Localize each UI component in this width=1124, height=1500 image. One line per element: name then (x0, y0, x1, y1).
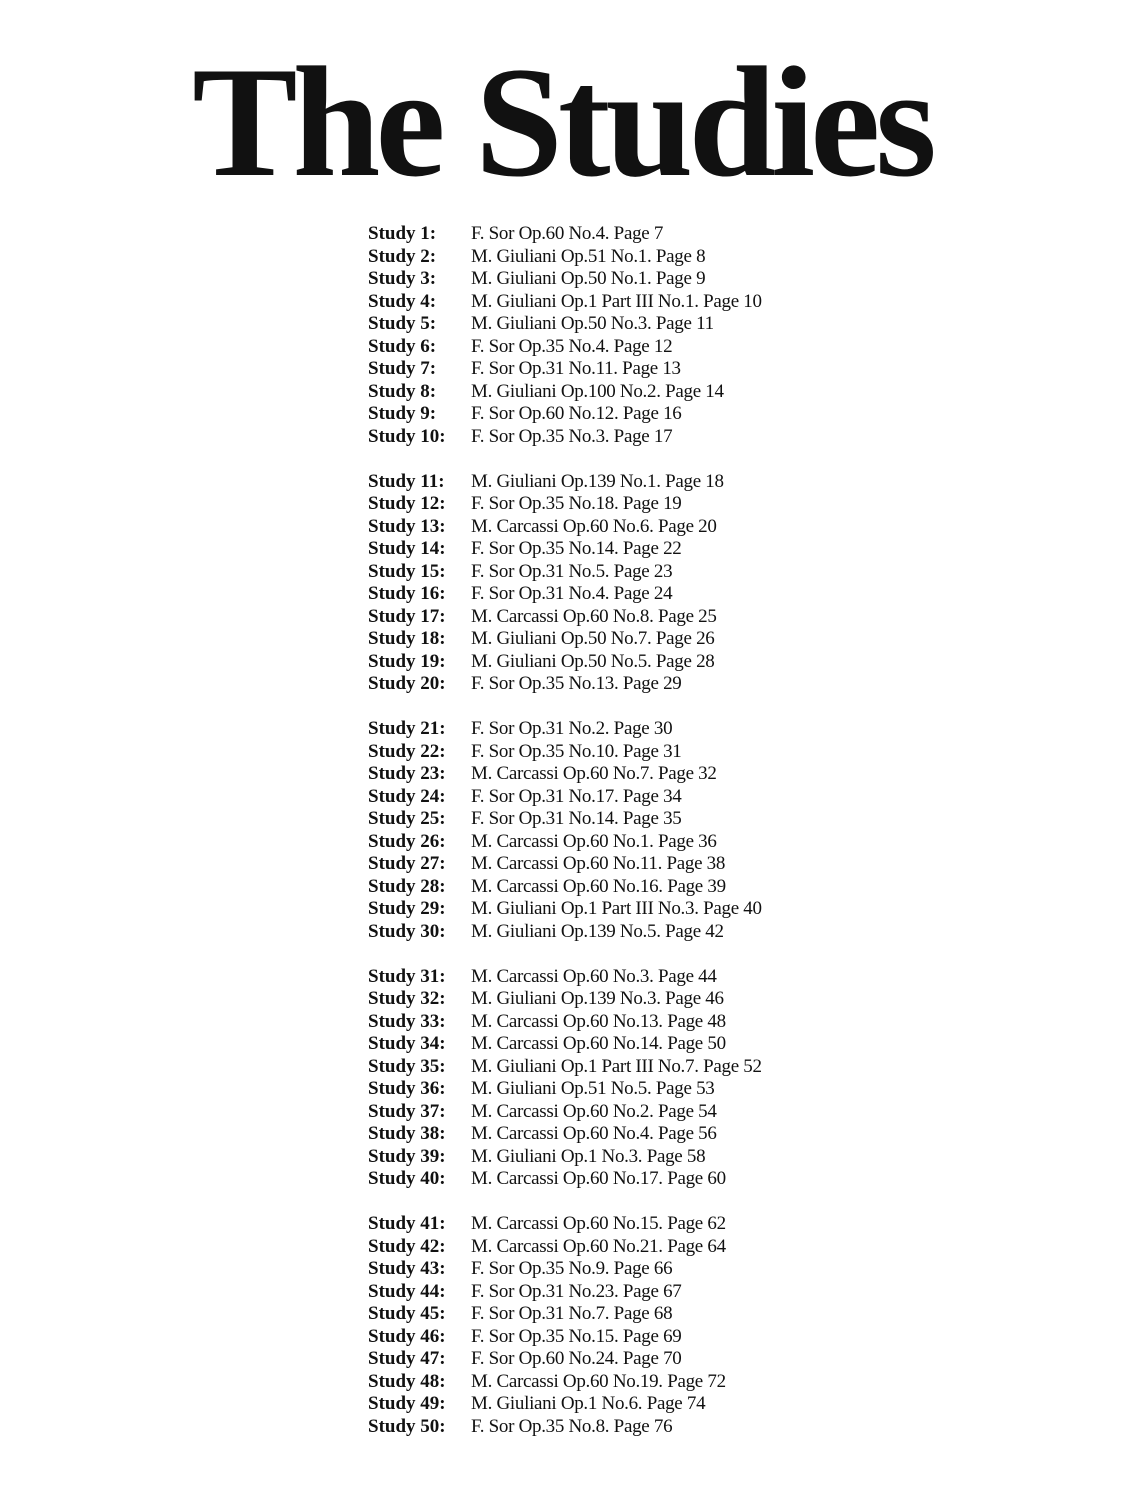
study-row (368, 1033, 888, 1056)
study-row (368, 538, 888, 561)
study-entry: M. Giuliani Op.1 Part III No.1. Page 10 (471, 290, 762, 312)
study-number: Study 49: (368, 1393, 446, 1414)
study-row (368, 966, 888, 989)
study-row (368, 516, 888, 539)
study-number: Study 14: (368, 538, 446, 559)
study-entry: M. Giuliani Op.139 No.5. Page 42 (471, 920, 724, 942)
study-number: Study 30: (368, 920, 446, 942)
study-row (368, 1236, 888, 1259)
study-row (368, 606, 888, 629)
study-number: Study 31: (368, 965, 446, 987)
studies-list (368, 223, 888, 1461)
study-entry: F. Sor Op.31 No.23. Page 67 (471, 1280, 682, 1302)
study-entry: F. Sor Op.35 No.4. Page 12 (471, 335, 673, 357)
study-entry: F. Sor Op.35 No.14. Page 22 (471, 538, 682, 559)
study-entry: F. Sor Op.35 No.8. Page 76 (471, 1415, 673, 1437)
study-row (368, 403, 888, 426)
study-row (368, 1056, 888, 1079)
study-number: Study 9: (368, 403, 437, 424)
study-row (368, 808, 888, 831)
study-number: Study 44: (368, 1280, 446, 1302)
study-entry: F. Sor Op.31 No.11. Page 13 (471, 358, 681, 379)
study-entry: F. Sor Op.35 No.15. Page 69 (471, 1325, 682, 1347)
study-number: Study 50: (368, 1415, 446, 1437)
study-entry: F. Sor Op.31 No.5. Page 23 (471, 560, 673, 582)
study-entry: F. Sor Op.31 No.7. Page 68 (471, 1303, 673, 1324)
study-number: Study 29: (368, 898, 446, 919)
study-number: Study 38: (368, 1123, 446, 1144)
study-entry: M. Carcassi Op.60 No.16. Page 39 (471, 875, 726, 897)
study-entry: M. Carcassi Op.60 No.3. Page 44 (471, 965, 717, 987)
study-number: Study 6: (368, 335, 437, 357)
study-entry: M. Giuliani Op.50 No.3. Page 11 (471, 313, 714, 334)
study-row (368, 1348, 888, 1371)
study-row (368, 561, 888, 584)
study-number: Study 42: (368, 1235, 446, 1257)
study-row (368, 673, 888, 696)
study-number: Study 34: (368, 1033, 446, 1054)
study-row (368, 1101, 888, 1124)
study-entry: M. Carcassi Op.60 No.7. Page 32 (471, 763, 717, 784)
study-number: Study 15: (368, 560, 446, 582)
study-number: Study 18: (368, 628, 446, 649)
study-entry: M. Giuliani Op.1 Part III No.7. Page 52 (471, 1055, 762, 1077)
study-row (368, 1011, 888, 1034)
study-row (368, 1371, 888, 1394)
study-number: Study 1: (368, 223, 437, 244)
study-number: Study 3: (368, 268, 437, 289)
study-number: Study 2: (368, 245, 437, 267)
study-row (368, 358, 888, 381)
study-number: Study 24: (368, 785, 446, 807)
study-number: Study 11: (368, 470, 445, 492)
study-entry: M. Giuliani Op.139 No.3. Page 46 (471, 988, 724, 1009)
study-number: Study 37: (368, 1100, 446, 1122)
study-row (368, 1146, 888, 1169)
study-entry: M. Carcassi Op.60 No.2. Page 54 (471, 1100, 717, 1122)
study-row (368, 1303, 888, 1326)
study-entry: F. Sor Op.60 No.12. Page 16 (471, 403, 682, 424)
study-row (368, 763, 888, 786)
study-entry: M. Giuliani Op.1 No.3. Page 58 (471, 1145, 706, 1167)
study-number: Study 35: (368, 1055, 446, 1077)
study-number: Study 48: (368, 1370, 446, 1392)
study-entry: F. Sor Op.60 No.24. Page 70 (471, 1348, 682, 1369)
study-number: Study 45: (368, 1303, 446, 1324)
study-row (368, 583, 888, 606)
study-row (368, 381, 888, 404)
study-number: Study 7: (368, 358, 437, 379)
study-row (368, 853, 888, 876)
study-row (368, 1123, 888, 1146)
study-number: Study 26: (368, 830, 446, 852)
study-row (368, 921, 888, 944)
page-title: The Studies (192, 35, 932, 210)
study-number: Study 28: (368, 875, 446, 897)
study-entry: M. Giuliani Op.1 No.6. Page 74 (471, 1393, 706, 1414)
study-number: Study 36: (368, 1078, 446, 1099)
study-group (368, 1213, 888, 1438)
study-entry: F. Sor Op.35 No.18. Page 19 (471, 493, 682, 514)
study-row (368, 1326, 888, 1349)
study-entry: M. Giuliani Op.51 No.1. Page 8 (471, 245, 706, 267)
study-row (368, 988, 888, 1011)
study-number: Study 47: (368, 1348, 446, 1369)
study-entry: M. Carcassi Op.60 No.17. Page 60 (471, 1168, 726, 1189)
study-number: Study 40: (368, 1168, 446, 1189)
study-number: Study 27: (368, 853, 446, 874)
study-entry: F. Sor Op.35 No.3. Page 17 (471, 425, 673, 447)
study-number: Study 13: (368, 515, 446, 537)
study-row (368, 831, 888, 854)
study-row (368, 1213, 888, 1236)
study-row (368, 313, 888, 336)
study-number: Study 8: (368, 380, 437, 402)
study-row (368, 1281, 888, 1304)
study-entry: F. Sor Op.35 No.9. Page 66 (471, 1258, 673, 1279)
study-row (368, 223, 888, 246)
study-entry: F. Sor Op.60 No.4. Page 7 (471, 223, 664, 244)
study-entry: M. Carcassi Op.60 No.21. Page 64 (471, 1235, 726, 1257)
study-row (368, 1258, 888, 1281)
study-entry: F. Sor Op.35 No.13. Page 29 (471, 673, 682, 694)
study-entry: M. Giuliani Op.139 No.1. Page 18 (471, 470, 724, 492)
study-number: Study 32: (368, 988, 446, 1009)
study-number: Study 5: (368, 313, 437, 334)
study-number: Study 12: (368, 493, 446, 514)
study-entry: M. Carcassi Op.60 No.14. Page 50 (471, 1033, 726, 1054)
study-number: Study 4: (368, 290, 437, 312)
study-row (368, 741, 888, 764)
study-entry: M. Carcassi Op.60 No.13. Page 48 (471, 1010, 726, 1032)
study-row (368, 718, 888, 741)
study-entry: M. Carcassi Op.60 No.6. Page 20 (471, 515, 717, 537)
study-number: Study 10: (368, 425, 446, 447)
study-number: Study 23: (368, 763, 446, 784)
study-number: Study 43: (368, 1258, 446, 1279)
study-entry: M. Carcassi Op.60 No.11. Page 38 (471, 853, 726, 874)
study-number: Study 39: (368, 1145, 446, 1167)
study-number: Study 17: (368, 605, 446, 627)
study-number: Study 41: (368, 1213, 446, 1234)
study-row (368, 471, 888, 494)
study-entry: M. Carcassi Op.60 No.8. Page 25 (471, 605, 717, 627)
study-row (368, 1168, 888, 1191)
study-entry: M. Carcassi Op.60 No.1. Page 36 (471, 830, 717, 852)
study-group (368, 471, 888, 696)
study-entry: M. Giuliani Op.51 No.5. Page 53 (471, 1078, 715, 1099)
study-number: Study 25: (368, 808, 446, 829)
study-entry: F. Sor Op.35 No.10. Page 31 (471, 740, 682, 762)
study-entry: M. Giuliani Op.50 No.7. Page 26 (471, 628, 715, 649)
study-entry: F. Sor Op.31 No.2. Page 30 (471, 718, 673, 739)
study-row (368, 898, 888, 921)
study-row (368, 628, 888, 651)
study-number: Study 20: (368, 673, 446, 694)
study-row (368, 268, 888, 291)
study-row (368, 651, 888, 674)
study-row (368, 336, 888, 359)
study-entry: M. Carcassi Op.60 No.19. Page 72 (471, 1370, 726, 1392)
study-number: Study 21: (368, 718, 446, 739)
study-entry: M. Giuliani Op.100 No.2. Page 14 (471, 380, 724, 402)
study-row (368, 246, 888, 269)
study-entry: M. Giuliani Op.50 No.5. Page 28 (471, 650, 715, 672)
study-number: Study 22: (368, 740, 446, 762)
study-row (368, 786, 888, 809)
study-row (368, 1416, 888, 1439)
study-number: Study 16: (368, 583, 446, 604)
study-group (368, 966, 888, 1191)
study-row (368, 291, 888, 314)
study-row (368, 1078, 888, 1101)
study-entry: F. Sor Op.31 No.17. Page 34 (471, 785, 682, 807)
study-row (368, 493, 888, 516)
study-number: Study 33: (368, 1010, 446, 1032)
study-number: Study 46: (368, 1325, 446, 1347)
study-group (368, 223, 888, 448)
study-row (368, 1393, 888, 1416)
study-entry: M. Carcassi Op.60 No.15. Page 62 (471, 1213, 726, 1234)
study-number: Study 19: (368, 650, 446, 672)
study-entry: M. Carcassi Op.60 No.4. Page 56 (471, 1123, 717, 1144)
study-entry: F. Sor Op.31 No.14. Page 35 (471, 808, 682, 829)
study-entry: F. Sor Op.31 No.4. Page 24 (471, 583, 673, 604)
study-group (368, 718, 888, 943)
study-entry: M. Giuliani Op.50 No.1. Page 9 (471, 268, 706, 289)
study-row (368, 426, 888, 449)
study-entry: M. Giuliani Op.1 Part III No.3. Page 40 (471, 898, 762, 919)
study-row (368, 876, 888, 899)
